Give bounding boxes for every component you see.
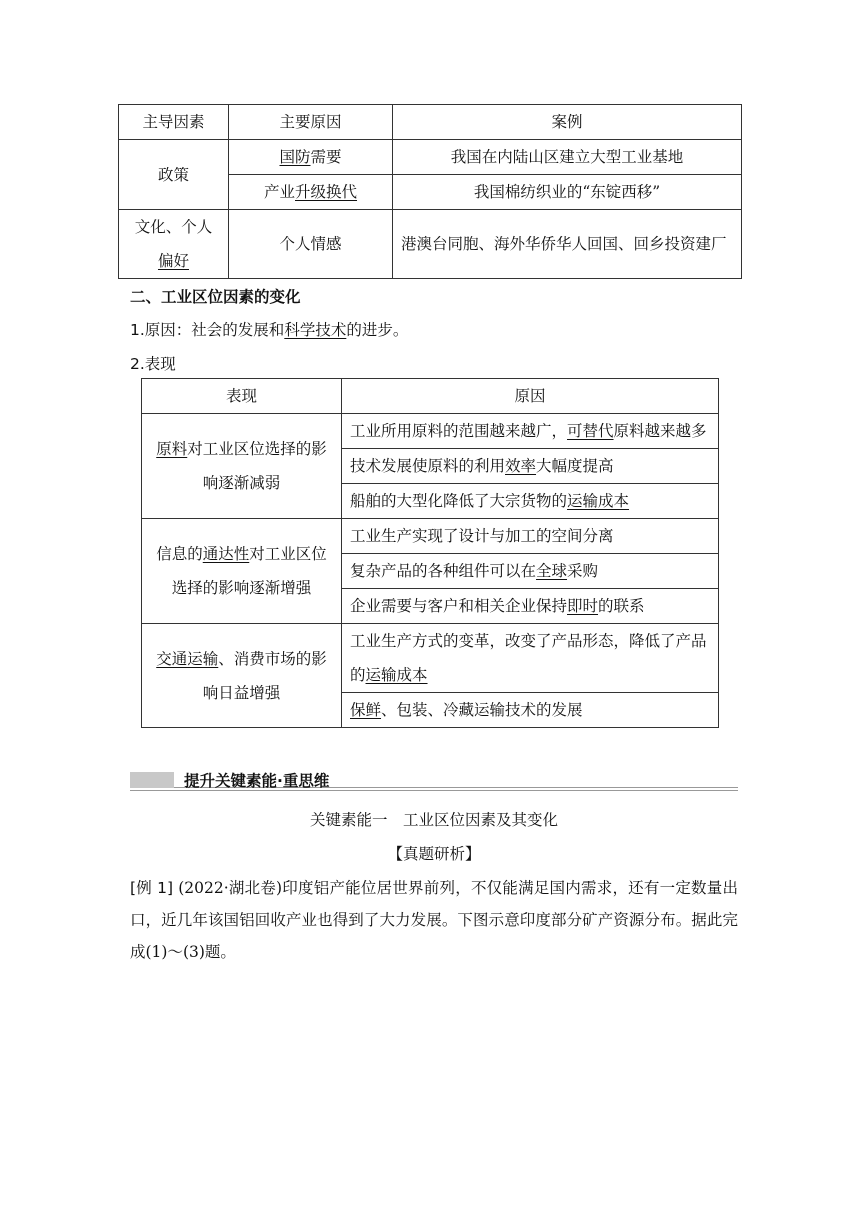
reason-cell: 国防需要 [229, 140, 393, 175]
show-cell: 信息的通达性对工业区位选择的影响逐渐增强 [142, 519, 342, 624]
case-cell: 港澳台同胞、海外华侨华人回国、回乡投资建厂 [393, 210, 742, 279]
underlined-term: 升级换代 [295, 183, 358, 201]
underlined-term: 国防 [279, 148, 311, 166]
case-cell: 我国在内陆山区建立大型工业基地 [393, 140, 742, 175]
header-cell: 表现 [142, 379, 342, 414]
table-row [142, 519, 719, 554]
reason-cell: 企业需要与客户和相关企业保持即时的联系 [342, 589, 719, 624]
header-cell: 原因 [342, 379, 719, 414]
reason-cell: 复杂产品的各种组件可以在全球采购 [342, 554, 719, 589]
band-bar [130, 772, 174, 788]
factor-cell: 文化、个人 偏好 [119, 210, 229, 279]
reason-cell: 保鲜、包装、冷藏运输技术的发展 [342, 693, 719, 728]
underlined-term: 交通运输 [156, 649, 219, 668]
underlined-term: 即时 [567, 597, 599, 615]
example-text: (2022·湖北卷)印度铝产能位居世界前列，不仅能满足国内需求，还有一定数量出口，近几年该国铝回收产业也得到了大力发展。下图示意印度部分矿产资源分布。据此完成(1)～(3)题。 [130, 879, 738, 961]
show-label: 2.表现 [130, 355, 176, 373]
underlined-term: 保鲜 [350, 701, 382, 719]
analysis-title: 【真题研析】 [387, 845, 481, 863]
reason-cell: 个人情感 [229, 210, 393, 279]
case-cell: 我国棉纺织业的“东锭西移” [393, 175, 742, 210]
reason-cell: 技术发展使原料的利用效率大幅度提高 [342, 449, 719, 484]
reason-cell: 工业生产实现了设计与加工的空间分离 [342, 519, 719, 554]
reason-cell: 产业升级换代 [229, 175, 393, 210]
cause-paragraph: 1.原因：社会的发展和科学技术的进步。 [130, 321, 409, 339]
key-title: 关键素能一 工业区位因素及其变化 [309, 811, 558, 829]
header-cell: 主导因素 [119, 105, 229, 140]
underlined-term: 全球 [536, 562, 568, 580]
table-row [142, 624, 719, 693]
underlined-term: 原料 [156, 440, 188, 458]
underlined-term: 效率 [505, 457, 537, 475]
table-row [142, 414, 719, 449]
header-cell: 主要原因 [229, 105, 393, 140]
table-row [119, 105, 742, 140]
show-cell: 原料对工业区位选择的影响逐渐减弱 [142, 414, 342, 519]
example-label: [例 1] [130, 879, 174, 897]
show-cell: 交通运输、消费市场的影响日益增强 [142, 624, 342, 728]
reason-cell: 船舶的大型化降低了大宗货物的运输成本 [342, 484, 719, 519]
example-paragraph [130, 872, 738, 968]
reason-cell: 工业所用原料的范围越来越广，可替代原料越来越多 [342, 414, 719, 449]
underlined-term: 运输成本 [567, 492, 630, 510]
reason-cell: 工业生产方式的变革，改变了产品形态，降低了产品的运输成本 [342, 624, 719, 693]
underlined-term: 运输成本 [365, 666, 428, 684]
band-title: 提升关键素能·重思维 [184, 772, 330, 790]
underlined-term: 通达性 [202, 545, 250, 563]
factor-table [118, 104, 742, 279]
underlined-term: 偏好 [157, 252, 189, 270]
table-row [119, 140, 742, 175]
underlined-term: 科学技术 [284, 321, 347, 339]
table-row [142, 379, 719, 414]
section-band [130, 772, 738, 790]
factor-cell: 政策 [119, 140, 229, 210]
table-row [119, 210, 742, 279]
change-table [141, 378, 719, 728]
section-title: 二、工业区位因素的变化 [130, 288, 301, 306]
header-cell: 案例 [393, 105, 742, 140]
underlined-term: 可替代 [567, 422, 614, 440]
